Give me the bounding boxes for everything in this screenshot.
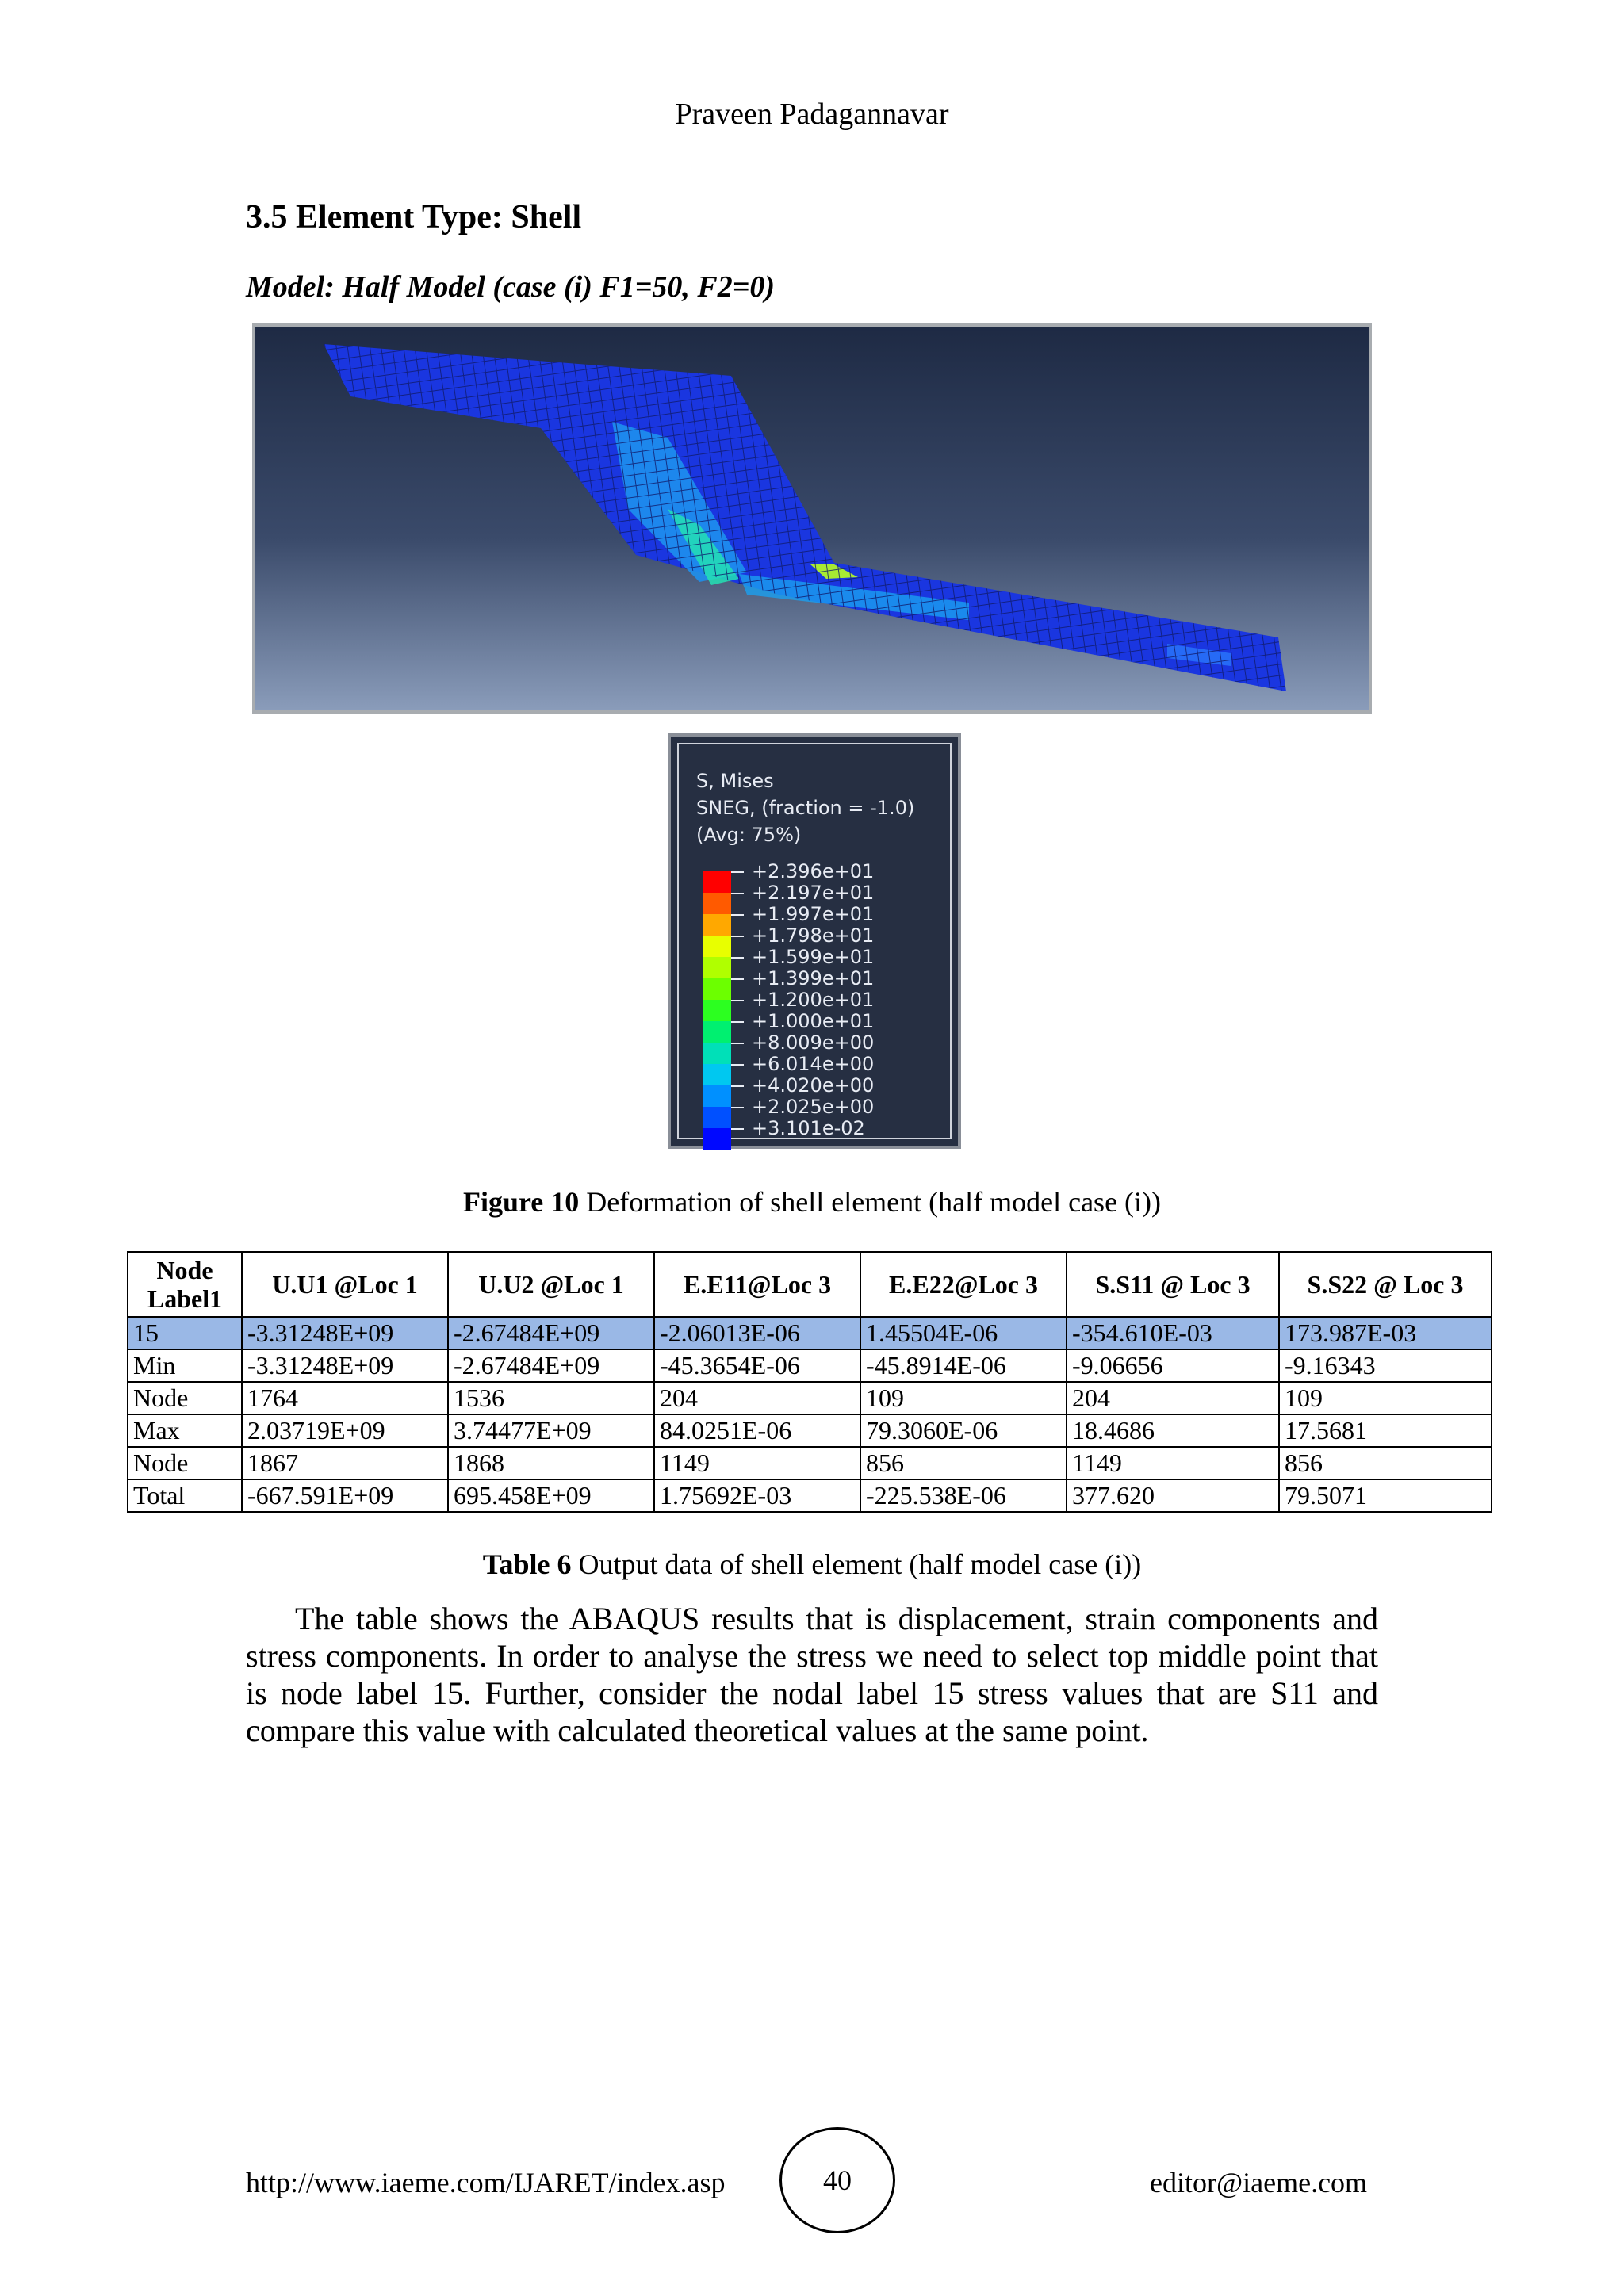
table-cell: 109 [860,1382,1067,1414]
table-cell: Total [128,1479,242,1512]
table-cell: Node [128,1447,242,1479]
legend-color-swatch [703,1128,731,1150]
figure-caption-text: Deformation of shell element (half model case (i)) [586,1186,1162,1218]
figure-number: Figure 10 [462,1186,580,1218]
legend-frame [677,743,952,1139]
model-subtitle: Model: Half Model (case (i) F1=50, F2=0) [246,270,776,304]
legend-tick-label: +2.025e+00 [752,1096,875,1118]
section-title: 3.5 Element Type: Shell [246,199,582,235]
table-row [128,1349,1492,1382]
table-cell: -9.06656 [1067,1349,1279,1382]
column-header: Node Label1 [128,1252,242,1317]
table-cell: 15 [128,1317,242,1349]
table-cell: 173.987E-03 [1279,1317,1492,1349]
footer-url-link[interactable]: http://www.iaeme.com/IJARET/index.asp [246,2167,726,2198]
fe-model-render [255,327,1369,710]
table-cell: 84.0251E-06 [654,1414,860,1447]
table-cell: Min [128,1349,242,1382]
table-cell: 1867 [242,1447,448,1479]
stress-legend [668,733,961,1149]
table-cell: 204 [1067,1382,1279,1414]
legend-color-swatch [703,1021,731,1043]
table-cell: 856 [860,1447,1067,1479]
legend-tick-mark [731,1043,744,1044]
legend-color-swatch [703,1000,731,1021]
legend-tick-mark [731,1021,744,1023]
table-cell: -9.16343 [1279,1349,1492,1382]
table-cell: 695.458E+09 [448,1479,654,1512]
table-cell: 2.03719E+09 [242,1414,448,1447]
shell-deformation-figure [252,323,1372,714]
table-cell: 79.5071 [1279,1479,1492,1512]
legend-color-swatch [703,871,731,893]
table-row [128,1382,1492,1414]
table-cell: -354.610E-03 [1067,1317,1279,1349]
table-cell: Max [128,1414,242,1447]
legend-color-swatch [703,1043,731,1064]
table-cell: -225.538E-06 [860,1479,1067,1512]
table-cell: Node [128,1382,242,1414]
table-cell: 1149 [1067,1447,1279,1479]
legend-tick-label: +3.101e-02 [752,1117,865,1139]
legend-tick-label: +2.396e+01 [752,860,875,882]
table-cell: -45.3654E-06 [654,1349,860,1382]
table-cell: -2.06013E-06 [654,1317,860,1349]
body-paragraph [246,1600,1378,1749]
column-header: S.S11 @ Loc 3 [1067,1252,1279,1317]
table-cell: 18.4686 [1067,1414,1279,1447]
table-number: Table 6 [482,1548,572,1580]
table-cell: -3.31248E+09 [242,1317,448,1349]
legend-tick-mark [731,871,744,873]
legend-color-swatch [703,936,731,957]
legend-tick-mark [731,1064,744,1066]
column-header: U.U1 @Loc 1 [242,1252,448,1317]
legend-color-swatch [703,1064,731,1085]
legend-tick-label: +1.399e+01 [752,967,875,989]
legend-tick-mark [731,1000,744,1001]
running-head: Praveen Padagannavar [675,98,949,131]
table-cell: 1.45504E-06 [860,1317,1067,1349]
table-row [128,1447,1492,1479]
legend-tick-mark [731,914,744,916]
table-cell: 377.620 [1067,1479,1279,1512]
legend-tick-label: +1.798e+01 [752,924,875,947]
table-cell: 856 [1279,1447,1492,1479]
table-cell: -667.591E+09 [242,1479,448,1512]
legend-color-swatch [703,914,731,936]
legend-tick-mark [731,893,744,894]
table-header-row [128,1252,1492,1317]
table-row [128,1479,1492,1512]
legend-color-swatch [703,978,731,1000]
table-caption-text: Output data of shell element (half model case (i)) [578,1548,1142,1580]
table-cell: 1764 [242,1382,448,1414]
table-cell: -2.67484E+09 [448,1349,654,1382]
table-cell: 1.75692E-03 [654,1479,860,1512]
legend-color-swatch [703,893,731,914]
table-cell: 1868 [448,1447,654,1479]
column-header: E.E11@Loc 3 [654,1252,860,1317]
legend-tick-mark [731,1085,744,1087]
legend-tick-label: +1.000e+01 [752,1010,875,1032]
legend-tick-mark [731,957,744,959]
table-cell: 3.74477E+09 [448,1414,654,1447]
table-cell: 109 [1279,1382,1492,1414]
legend-color-swatch [703,957,731,978]
table-row-highlighted [128,1317,1492,1349]
legend-tick-label: +1.997e+01 [752,903,875,925]
legend-tick-label: +4.020e+00 [752,1074,875,1096]
table-row [128,1414,1492,1447]
legend-color-swatch [703,1107,731,1128]
table-caption [0,1548,1624,1581]
output-data-table [127,1251,1492,1513]
legend-tick-mark [731,936,744,937]
table-cell: -2.67484E+09 [448,1317,654,1349]
legend-tick-label: +1.200e+01 [752,989,875,1011]
legend-tick-mark [731,1107,744,1108]
footer-email-link[interactable]: editor@iaeme.com [1150,2167,1368,2198]
table-cell: -45.8914E-06 [860,1349,1067,1382]
table-cell: 17.5681 [1279,1414,1492,1447]
column-header: S.S22 @ Loc 3 [1279,1252,1492,1317]
table-cell: 1536 [448,1382,654,1414]
page-number: 40 [779,2127,895,2233]
table-cell: 204 [654,1382,860,1414]
figure-caption [0,1185,1624,1219]
table-cell: -3.31248E+09 [242,1349,448,1382]
legend-tick-label: +2.197e+01 [752,882,875,904]
legend-tick-label: +8.009e+00 [752,1031,875,1054]
legend-average: (Avg: 75%) [696,824,802,846]
legend-subtitle: SNEG, (fraction = -1.0) [696,797,915,819]
legend-tick-mark [731,978,744,980]
legend-title: S, Mises [696,770,774,792]
legend-color-swatch [703,1085,731,1107]
body-paragraph-text: The table shows the ABAQUS results that is displacement, strain components and stress components. In order to analyse the stress we need to select top middle point that is node label 15. Further, consider the nodal label 15 stress values that are S11 and compare this value with calculated theoretical values at the same point. [246,1601,1378,1748]
legend-tick-label: +1.599e+01 [752,946,875,968]
column-header: U.U2 @Loc 1 [448,1252,654,1317]
column-header: E.E22@Loc 3 [860,1252,1067,1317]
legend-tick-mark [731,1128,744,1130]
table-cell: 79.3060E-06 [860,1414,1067,1447]
table-cell: 1149 [654,1447,860,1479]
legend-tick-label: +6.014e+00 [752,1053,875,1075]
